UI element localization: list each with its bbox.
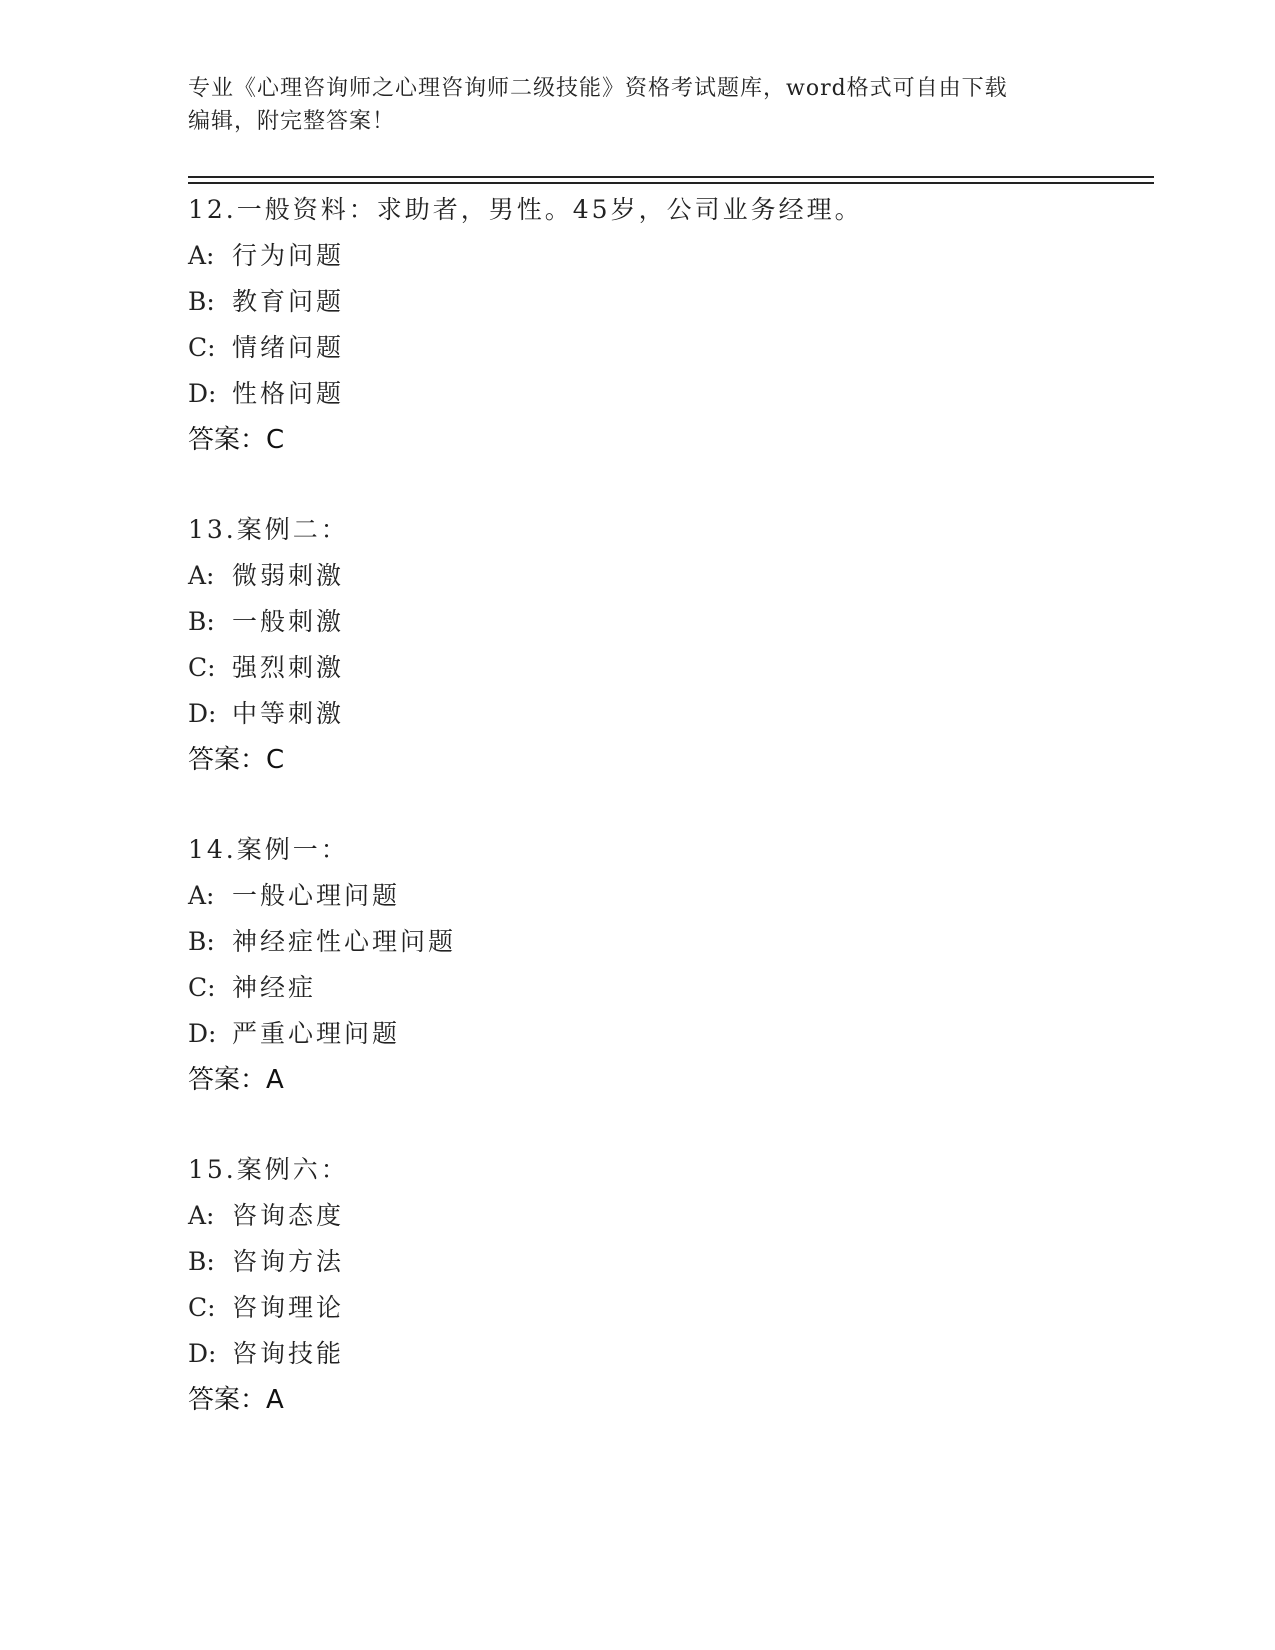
answer-line: 答案：C [188,425,285,455]
option-text: 神经症 [232,973,317,1002]
option-text: 咨询方法 [232,1247,345,1276]
option-b [188,599,1148,645]
option-label: A: [188,1201,215,1230]
header-line-1: 专业《心理咨询师之心理咨询师二级技能》资格考试题库，word格式可自由下载 [188,76,1008,101]
option-text: 咨询态度 [232,1201,345,1230]
question-stem: 15.案例六： [188,1155,349,1184]
answer-line: 答案：A [188,1385,284,1415]
option-label: B: [188,287,215,316]
question-block [188,187,1148,463]
option-label: D: [188,1019,217,1048]
option-a [188,233,1148,279]
option-text: 性格问题 [232,379,345,408]
option-b [188,1239,1148,1285]
option-c [188,325,1148,371]
option-b [188,919,1148,965]
option-c [188,1285,1148,1331]
option-text: 中等刺激 [232,699,345,728]
option-text: 咨询理论 [232,1293,345,1322]
option-text: 神经症性心理问题 [232,927,457,956]
option-text: 严重心理问题 [232,1019,401,1048]
header-line-2: 编辑，附完整答案！ [188,109,396,134]
option-d [188,691,1148,737]
option-label: A: [188,561,215,590]
option-a [188,1193,1148,1239]
option-text: 强烈刺激 [232,653,345,682]
option-label: A: [188,881,215,910]
answer-line: 答案：A [188,1065,284,1095]
option-label: B: [188,1247,215,1276]
option-text: 一般刺激 [232,607,345,636]
option-b [188,279,1148,325]
header-divider-bottom [188,182,1154,184]
question-stem: 12.一般资料：求助者，男性。45岁，公司业务经理。 [188,195,863,224]
option-label: C: [188,333,216,362]
option-d [188,371,1148,417]
option-a [188,553,1148,599]
question-block [188,507,1148,783]
option-label: D: [188,379,217,408]
question-block [188,1147,1148,1423]
option-label: A: [188,241,215,270]
option-text: 行为问题 [232,241,345,270]
question-block [188,827,1148,1103]
option-text: 咨询技能 [232,1339,345,1368]
option-label: D: [188,1339,217,1368]
option-text: 微弱刺激 [232,561,345,590]
option-d [188,1011,1148,1057]
option-text: 情绪问题 [232,333,345,362]
option-label: C: [188,653,216,682]
question-stem: 14.案例一： [188,835,349,864]
option-d [188,1331,1148,1377]
option-a [188,873,1148,919]
header-divider-top [188,176,1154,178]
question-stem: 13.案例二： [188,515,349,544]
option-label: B: [188,607,215,636]
document-header [188,72,1088,138]
option-label: C: [188,1293,216,1322]
answer-line: 答案：C [188,745,285,775]
option-text: 一般心理问题 [232,881,401,910]
option-label: B: [188,927,215,956]
option-c [188,965,1148,1011]
option-label: C: [188,973,216,1002]
option-text: 教育问题 [232,287,345,316]
option-c [188,645,1148,691]
option-label: D: [188,699,217,728]
